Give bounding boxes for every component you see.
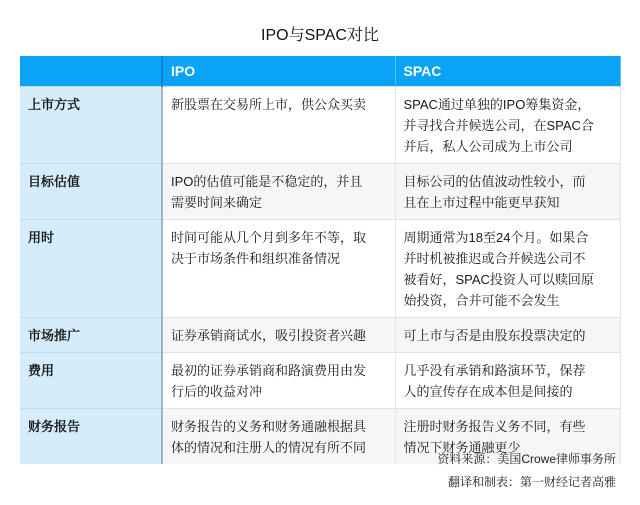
header-spac: SPAC	[395, 56, 620, 87]
ipo-cell	[162, 318, 395, 353]
row-label: 目标估值	[20, 164, 162, 220]
ipo-cell-line: 行后的收益对冲	[171, 384, 263, 399]
table-row	[20, 87, 620, 164]
spac-cell-line: 并时机被推迟或合并候选公司不	[403, 251, 586, 266]
spac-cell-line: 并后，私人公司成为上市公司	[403, 139, 573, 154]
table-row	[20, 353, 620, 409]
table-row	[20, 220, 620, 318]
ipo-cell-line: 证券承销商试水，吸引投资者兴趣	[171, 328, 367, 343]
spac-cell	[395, 220, 620, 318]
header-empty	[20, 56, 162, 87]
row-label: 市场推广	[20, 318, 162, 353]
spac-cell-line: 始投资，合并可能不会发生	[403, 293, 560, 308]
table-title: IPO与SPAC对比	[261, 27, 379, 44]
spac-cell	[395, 318, 620, 353]
comparison-table	[20, 56, 621, 464]
table-row	[20, 318, 620, 353]
ipo-cell	[162, 409, 395, 465]
row-label: 费用	[20, 353, 162, 409]
spac-cell-line: 被看好，SPAC投资人可以赎回原	[403, 272, 594, 287]
row-label: 上市方式	[20, 87, 162, 164]
ipo-cell-line: 体的情况和注册人的情况有所不同	[171, 440, 367, 455]
ipo-cell	[162, 353, 395, 409]
ipo-cell-line: IPO的估值可能是不稳定的，并且	[171, 174, 363, 189]
ipo-cell	[162, 164, 395, 220]
ipo-cell-line: 决于市场条件和组织准备情况	[171, 251, 341, 266]
row-label: 用时	[20, 220, 162, 318]
ipo-cell-line: 新股票在交易所上市，供公众买卖	[171, 97, 367, 112]
spac-cell	[395, 164, 620, 220]
ipo-cell-line: 最初的证券承销商和路演费用由发	[171, 363, 367, 378]
row-label: 财务报告	[20, 409, 162, 465]
spac-cell-line: 并寻找合并候选公司，在SPAC合	[403, 118, 594, 133]
header-ipo: IPO	[162, 56, 395, 87]
spac-cell-line: 周期通常为18至24个月。如果合	[403, 230, 589, 245]
spac-cell-line: SPAC通过单独的IPO筹集资金，	[403, 97, 591, 112]
ipo-cell-line: 时间可能从几个月到多年不等，取	[171, 230, 367, 245]
ipo-cell	[162, 220, 395, 318]
table-row	[20, 164, 620, 220]
ipo-cell-line: 财务报告的义务和财务通融根据具	[171, 419, 367, 434]
spac-cell-line: 几乎没有承销和路演环节，保荐	[403, 363, 586, 378]
spac-cell-line: 情况下财务通融更少	[403, 440, 521, 455]
spac-cell-line: 注册时财务报告义务不同，有些	[403, 419, 586, 434]
header-row	[20, 56, 620, 87]
source-note: 资料来源：美国Crowe律师事务所	[437, 452, 616, 466]
spac-cell-line: 人的宣传存在成本但是间接的	[403, 384, 573, 399]
credit-note: 翻译和制表：第一财经记者高雅	[447, 475, 616, 489]
ipo-cell	[162, 87, 395, 164]
ipo-cell-line: 需要时间来确定	[171, 195, 263, 210]
spac-cell	[395, 87, 620, 164]
spac-cell	[395, 353, 620, 409]
spac-cell-line: 目标公司的估值波动性较小，而	[403, 174, 586, 189]
spac-cell-line: 且在上市过程中能更早获知	[403, 195, 560, 210]
spac-cell-line: 可上市与否是由股东投票决定的	[403, 328, 586, 343]
